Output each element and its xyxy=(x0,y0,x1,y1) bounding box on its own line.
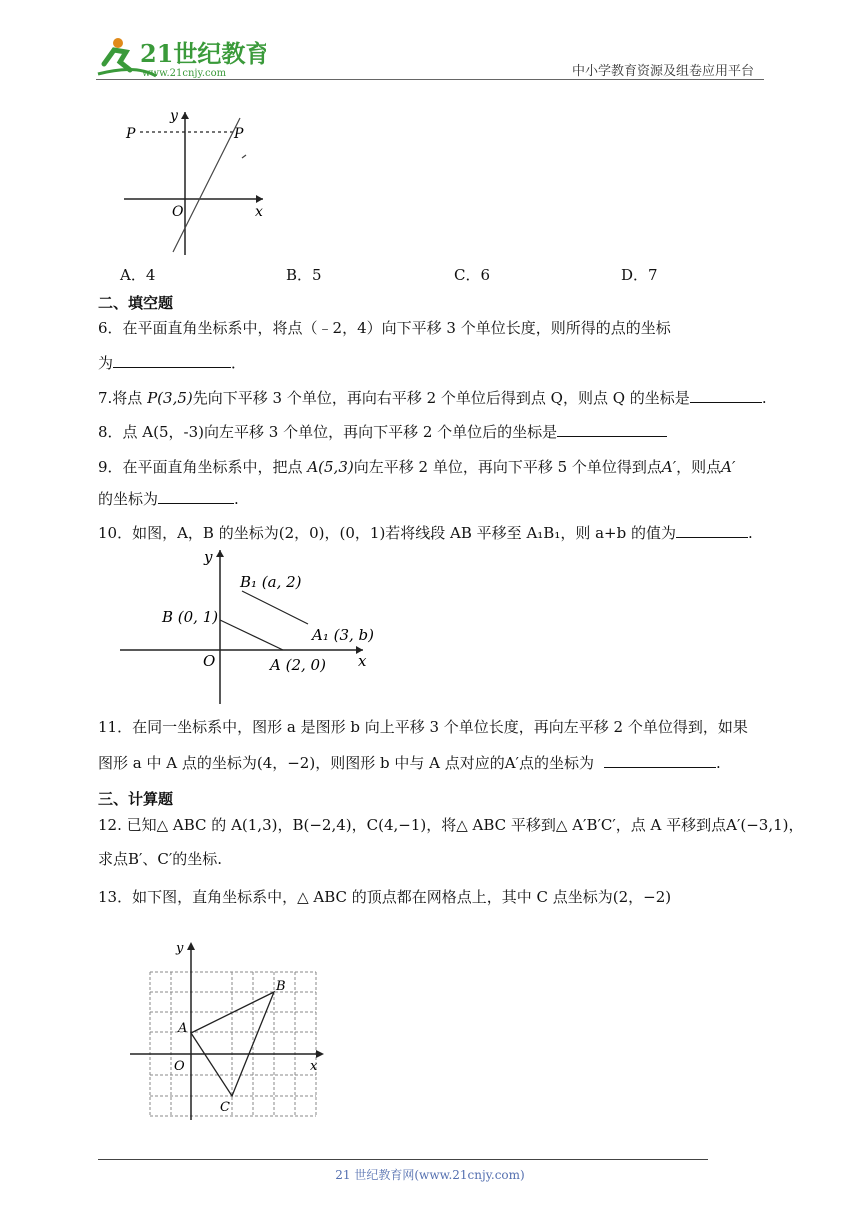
option-a: A．4 xyxy=(120,266,156,284)
fig5-origin-label: O xyxy=(172,204,184,220)
runner-icon xyxy=(96,34,266,80)
fig10-point-a1: A₁ (3, b) xyxy=(312,626,374,644)
fig5-x-label: x xyxy=(255,204,263,220)
fig10-x-label: x xyxy=(358,652,367,670)
figure-q5 xyxy=(118,100,278,260)
header-divider xyxy=(96,79,764,80)
question-11-line2: 图形 a 中 A 点的坐标为(4，−2)，则图形 b 中与 A 点对应的A′点的坐标为 . xyxy=(98,754,721,772)
question-11-line1: 11．在同一坐标系中，图形 a 是图形 b 向上平移 3 个单位长度，再向左平移 2 个单位得到，如果 xyxy=(98,718,748,736)
question-6-line2: 为 ． xyxy=(98,354,247,372)
logo-url: www.21cnjy.com xyxy=(142,68,227,79)
fig10-point-b: B (0, 1) xyxy=(162,608,219,626)
footer-text: 21 世纪教育网(www.21cnjy.com) xyxy=(335,1168,525,1182)
logo-text: 21世纪教育 xyxy=(140,39,266,68)
fig10-point-a: A (2, 0) xyxy=(270,656,326,674)
fig13-origin-label: O xyxy=(174,1059,185,1074)
fig10-point-b1: B₁ (a, 2) xyxy=(240,573,302,591)
fig13-x-label: x xyxy=(310,1059,318,1074)
question-10: 10．如图，A，B 的坐标为(2，0)，(0，1)若将线段 AB 平移至 A₁B₁，则 a+b 的值为 . xyxy=(98,524,753,542)
question-7: 7.将点 P(3,5)先向下平移 3 个单位，再向右平移 2 个单位后得到点 Q，则点 Q 的坐标是 . xyxy=(98,389,767,407)
footer-divider xyxy=(98,1159,708,1160)
fig5-p-right: P xyxy=(234,126,244,142)
option-d: D．7 xyxy=(621,266,658,284)
section-fill-in-title: 二、填空题 xyxy=(98,294,174,312)
fig13-point-c: C xyxy=(220,1100,230,1115)
fig10-y-label: y xyxy=(204,548,213,566)
question-6-line1: 6．在平面直角坐标系中，将点（﹣2，4）向下平移 3 个单位长度，则所得的点的坐标 xyxy=(98,319,671,337)
fig10-origin-label: O xyxy=(203,652,216,670)
answer-blank[interactable] xyxy=(604,752,716,768)
answer-blank[interactable] xyxy=(158,488,234,504)
fig5-y-label: y xyxy=(170,108,178,124)
question-12-line1: 12. 已知△ ABC 的 A(1,3)，B(−2,4)，C(4,−1)，将△ ABC 平移到△ A′B′C′，点 A 平移到点A′(−3,1)， xyxy=(98,816,804,834)
answer-blank[interactable] xyxy=(113,352,231,368)
question-8: 8．点 A(5，-3)向左平移 3 个单位，再向下平移 2 个单位后的坐标是 xyxy=(98,421,667,443)
question-9-line1: 9．在平面直角坐标系中，把点 A(5,3)向左平移 2 单位，再向下平移 5 个单位得到点A′，则点A′ xyxy=(98,458,736,476)
header-platform-text: 中小学教育资源及组卷应用平台 xyxy=(571,64,754,79)
section-calculation-title: 三、计算题 xyxy=(98,790,174,808)
logo xyxy=(96,34,266,80)
question-12-line2: 求点B′、C′的坐标. xyxy=(98,850,223,868)
option-c: C．6 xyxy=(454,266,491,284)
fig13-point-a: A xyxy=(178,1021,188,1036)
fig13-y-label: y xyxy=(176,941,184,956)
answer-blank[interactable] xyxy=(557,421,667,437)
answer-blank[interactable] xyxy=(690,387,762,403)
fig13-point-b: B xyxy=(276,979,286,994)
figure-q13-grid xyxy=(126,936,330,1122)
fig5-p-left: P xyxy=(126,126,136,142)
question-13: 13．如下图，直角坐标系中，△ ABC 的顶点都在网格点上，其中 C 点坐标为(2，−2) xyxy=(98,888,672,906)
figure-q10 xyxy=(118,544,378,706)
answer-blank[interactable] xyxy=(676,522,748,538)
question-9-line2: 的坐标为 . xyxy=(98,490,239,508)
option-b: B．5 xyxy=(286,266,322,284)
